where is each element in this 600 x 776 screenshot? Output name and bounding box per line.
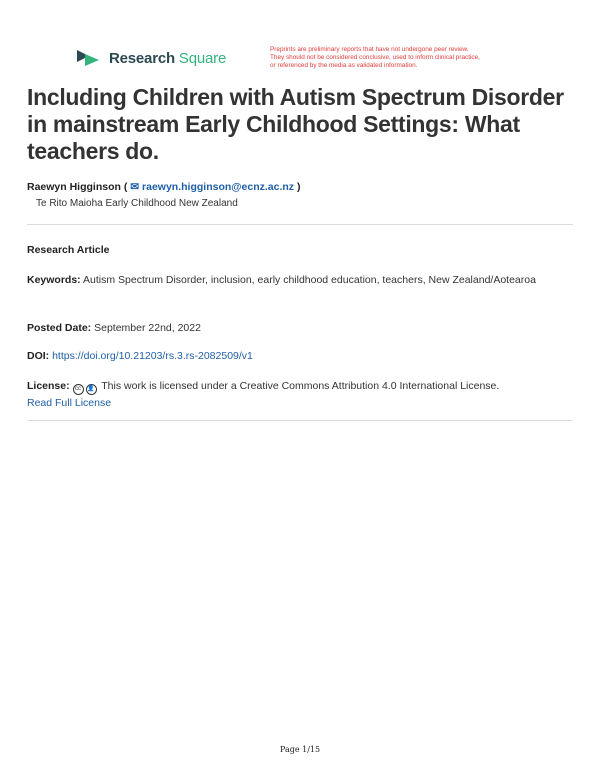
divider [27,420,573,421]
logo-word-research: Research [109,49,175,67]
affiliation: Te Rito Maioha Early Childhood New Zealand [36,198,238,209]
disclaimer-line: or referenced by the media as validated information. [270,62,418,69]
author-line [27,181,300,193]
by-icon: 👤 [86,384,97,395]
keywords-row [27,272,547,288]
author-email-wrap: ( ✉ raewyn.higginson@ecnz.ac.nz ) [123,181,301,193]
cc-icon: cc [73,384,84,395]
logo-word-square: Square [178,49,227,67]
paper-title: Including Children with Autism Spectrum Disorder in mainstream Early Childhood Settings: What teachers do. [27,84,564,164]
logo-text [109,50,226,67]
doi-link[interactable]: https://doi.org/10.21203/rs.3.rs-2082509/v1 [52,350,253,362]
license-label: License: [27,380,70,392]
envelope-icon: ✉ [130,181,140,193]
read-full-license-link[interactable]: Read Full License [27,397,112,409]
research-square-logo-icon [75,48,101,68]
doi-row [27,348,547,364]
keywords-label: Keywords: [27,274,81,286]
posted-date-row [27,320,547,336]
doi-label: DOI: [27,350,50,362]
divider [27,224,573,225]
license-row [27,378,547,411]
disclaimer-line: They should not be considered conclusive, used to inform clinical practice, [270,54,480,61]
keywords-value: Autism Spectrum Disorder, inclusion, early childhood education, teachers, New Zealand/Aotearoa [83,274,536,286]
license-text: This work is licensed under a Creative Commons Attribution 4.0 International License. [101,380,500,392]
disclaimer-line: Preprints are preliminary reports that have not undergone peer review. [270,46,469,53]
author-name: Raewyn Higginson [27,181,121,193]
research-square-logo [75,48,226,68]
preprint-disclaimer [270,46,545,70]
posted-date-value: September 22nd, 2022 [94,322,201,334]
author-email-link[interactable]: raewyn.higginson@ecnz.ac.nz [142,181,295,193]
posted-date-label: Posted Date: [27,322,92,334]
article-type: Research Article [27,244,110,256]
page-number: Page 1/15 [279,745,321,754]
